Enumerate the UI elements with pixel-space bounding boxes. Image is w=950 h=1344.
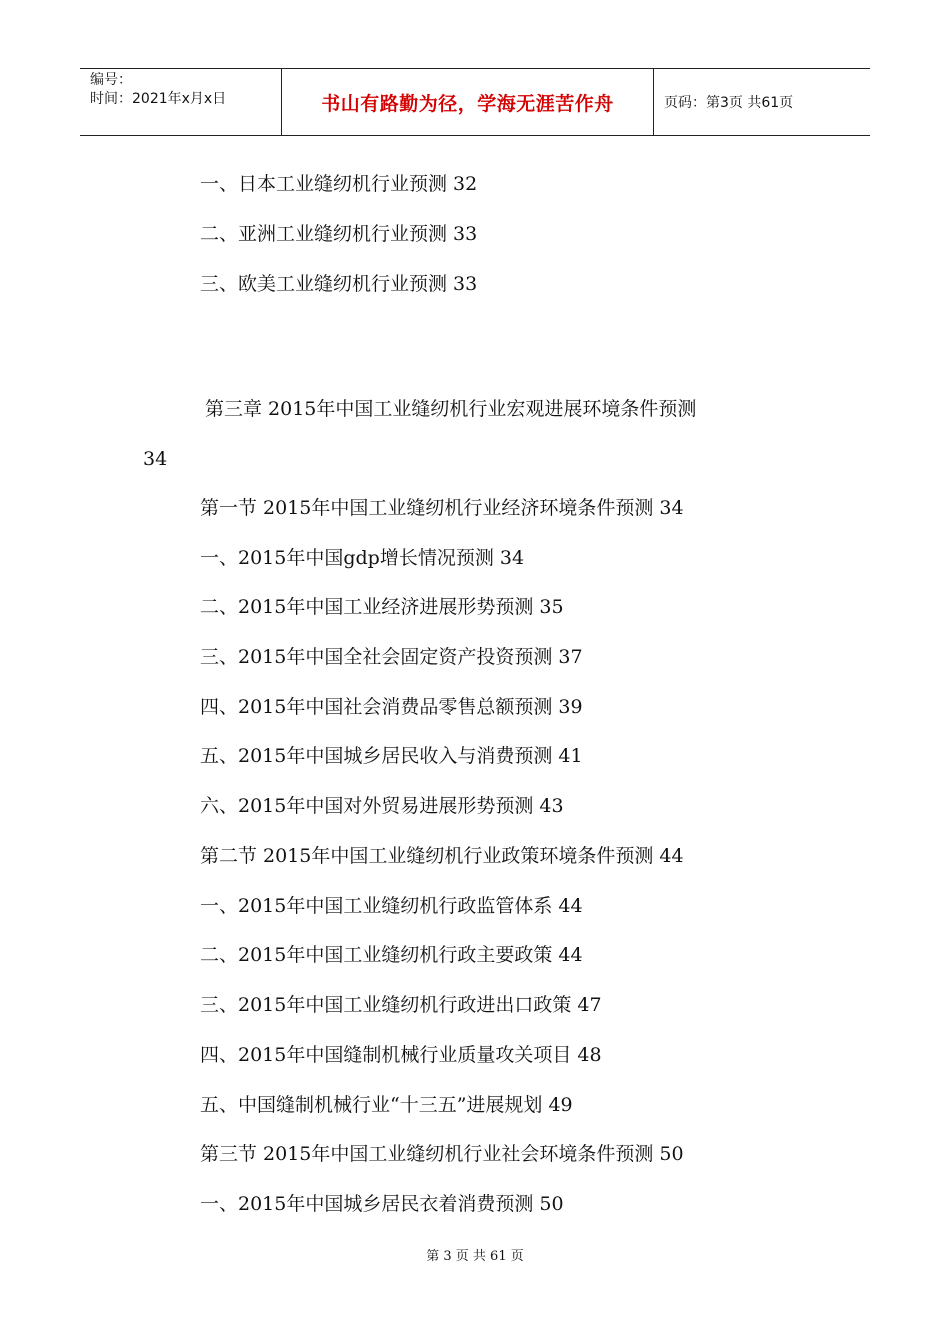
toc-chapter-title: 第三章 2015年中国工业缝纫机行业宏观进展环境条件预测 xyxy=(205,398,697,420)
time-label: 时间：2021年x月x日 xyxy=(90,91,227,107)
toc-item: 五、2015年中国城乡居民收入与消费预测 41 xyxy=(200,745,583,767)
page-footer: 第 3 页 共 61 页 xyxy=(426,1249,524,1264)
toc-item: 二、亚洲工业缝纫机行业预测 33 xyxy=(200,223,478,245)
toc-item: 三、2015年中国全社会固定资产投资预测 37 xyxy=(200,646,583,668)
toc-item: 一、日本工业缝纫机行业预测 32 xyxy=(200,173,478,195)
toc-item: 二、2015年中国工业缝纫机行政主要政策 44 xyxy=(200,944,583,966)
toc-item: 二、2015年中国工业经济进展形势预测 35 xyxy=(200,596,564,618)
toc-section: 第二节 2015年中国工业缝纫机行业政策环境条件预测 44 xyxy=(200,845,684,867)
toc-item: 三、2015年中国工业缝纫机行政进出口政策 47 xyxy=(200,994,602,1016)
toc-item: 四、2015年中国社会消费品零售总额预测 39 xyxy=(200,696,583,718)
toc-item: 四、2015年中国缝制机械行业质量攻关项目 48 xyxy=(200,1044,602,1066)
page-header xyxy=(80,68,870,136)
toc-item: 三、欧美工业缝纫机行业预测 33 xyxy=(200,273,478,295)
toc-item: 五、中国缝制机械行业“十三五”进展规划 49 xyxy=(200,1094,573,1116)
header-meta xyxy=(80,69,282,135)
header-motto: 书山有路勤为径，学海无涯苦作舟 xyxy=(282,69,654,135)
toc-section: 第一节 2015年中国工业缝纫机行业经济环境条件预测 34 xyxy=(200,497,684,519)
toc-chapter-page: 34 xyxy=(143,448,168,470)
number-label: 编号： xyxy=(90,72,132,88)
toc-item: 一、2015年中国gdp增长情况预测 34 xyxy=(200,547,525,569)
toc-item: 一、2015年中国工业缝纫机行政监管体系 44 xyxy=(200,895,583,917)
toc-item: 六、2015年中国对外贸易进展形势预测 43 xyxy=(200,795,564,817)
toc-item: 一、2015年中国城乡居民衣着消费预测 50 xyxy=(200,1193,564,1215)
toc-section: 第三节 2015年中国工业缝纫机行业社会环境条件预测 50 xyxy=(200,1143,684,1165)
header-page-label: 页码：第3页 共61页 xyxy=(664,95,794,111)
